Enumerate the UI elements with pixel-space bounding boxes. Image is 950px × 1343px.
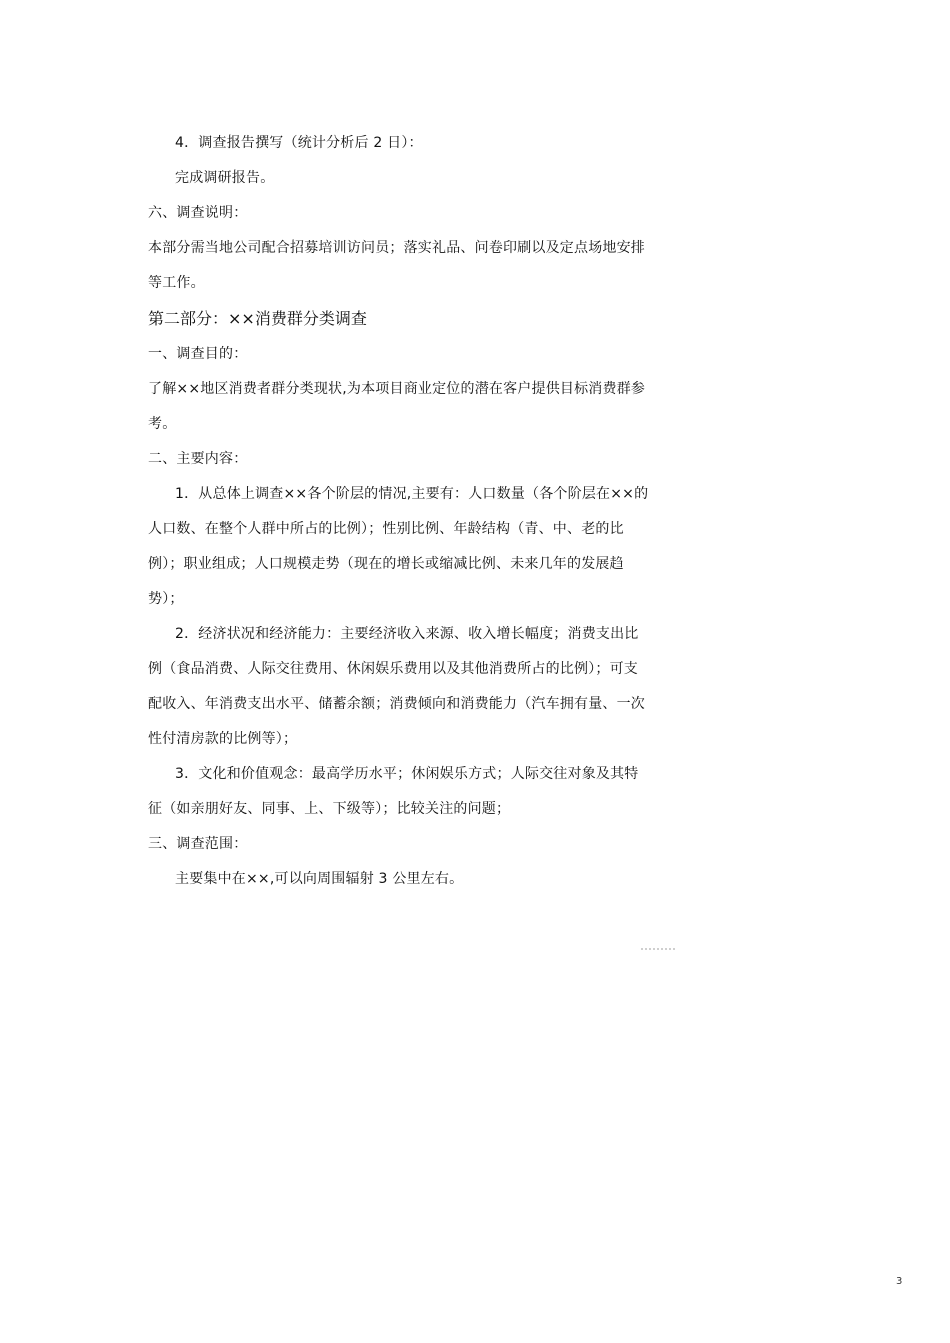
paragraph-line: 等工作。 <box>148 275 205 291</box>
paragraph-line: 考。 <box>148 416 177 432</box>
paragraph-line: 例（食品消费、人际交往费用、休闲娱乐费用以及其他消费所占的比例）；可支 <box>148 661 638 677</box>
paragraph-line: 人口数、在整个人群中所占的比例）；性别比例、年龄结构（青、中、老的比 <box>148 521 624 537</box>
paragraph-line: 4．调查报告撰写（统计分析后 2 日）： <box>175 135 423 151</box>
paragraph-line: 配收入、年消费支出水平、储蓄余额；消费倾向和消费能力（汽车拥有量、一次 <box>148 696 645 712</box>
paragraph-line: 征（如亲朋好友、同事、上、下级等）；比较关注的问题； <box>148 801 511 817</box>
paragraph-line: 1．从总体上调查××各个阶层的情况,主要有：人口数量（各个阶层在××的 <box>175 486 649 502</box>
paragraph-line: 一、调查目的： <box>148 346 248 362</box>
paragraph-line: 2．经济状况和经济能力：主要经济收入来源、收入增长幅度；消费支出比 <box>175 626 639 642</box>
page-number: 3 <box>896 1276 903 1287</box>
paragraph-line: 三、调查范围： <box>148 836 248 852</box>
paragraph-line: 完成调研报告。 <box>175 170 275 186</box>
paragraph-line: 3．文化和价值观念：最高学历水平；休闲娱乐方式；人际交往对象及其特 <box>175 766 639 782</box>
paragraph-line: 本部分需当地公司配合招募培训访问员；落实礼品、问卷印刷以及定点场地安排 <box>148 240 645 256</box>
decorative-dots <box>641 944 675 950</box>
paragraph-line: 六、调查说明： <box>148 205 248 221</box>
section-heading: 第二部分：××消费群分类调查 <box>148 309 367 328</box>
document-body <box>148 126 649 897</box>
paragraph-line: 势）； <box>148 591 184 607</box>
paragraph-line: 二、主要内容： <box>148 451 248 467</box>
paragraph-line: 主要集中在××,可以向周围辐射 3 公里左右。 <box>175 871 464 887</box>
paragraph-line: 性付清房款的比例等）； <box>148 731 298 747</box>
paragraph-line: 了解××地区消费者群分类现状,为本项目商业定位的潜在客户提供目标消费群参 <box>148 381 646 397</box>
paragraph-line: 例）；职业组成；人口规模走势（现在的增长或缩减比例、未来几年的发展趋 <box>148 556 624 572</box>
